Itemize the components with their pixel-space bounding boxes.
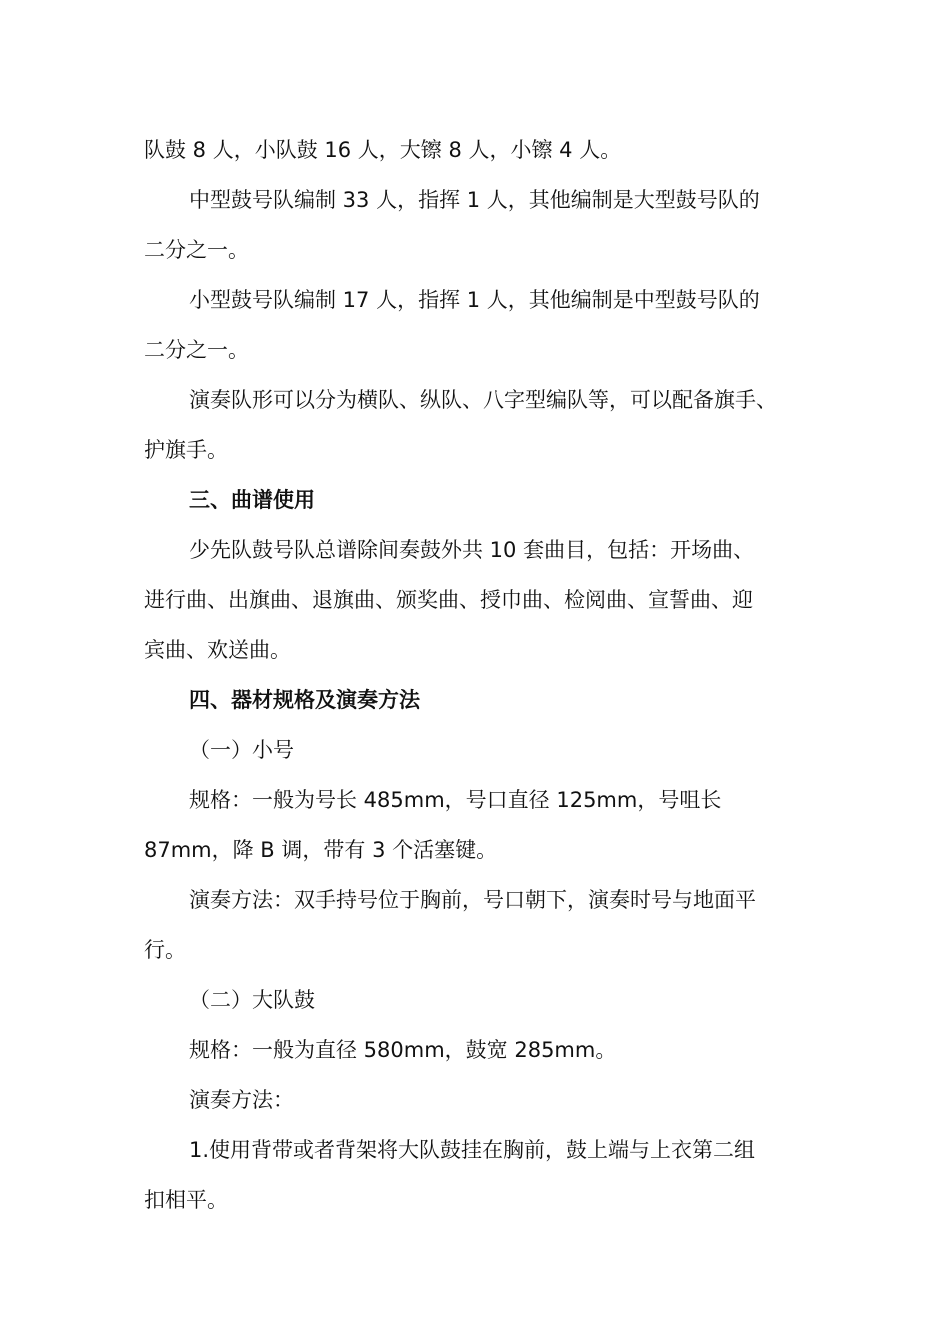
paragraph-medium-band: 中型鼓号队编制 33 人，指挥 1 人，其他编制是大型鼓号队的 bbox=[189, 188, 760, 212]
paragraph-score: 少先队鼓号队总谱除间奏鼓外共 10 套曲目，包括：开场曲、 bbox=[189, 538, 755, 562]
list-item-drum-method-1: 1.使用背带或者背架将大队鼓挂在胸前，鼓上端与上衣第二组 bbox=[189, 1138, 756, 1162]
paragraph-continuation: 护旗手。 bbox=[144, 438, 228, 462]
section-heading-equipment: 四、器材规格及演奏方法 bbox=[189, 688, 420, 712]
section-heading-score: 三、曲谱使用 bbox=[189, 488, 315, 512]
paragraph-trumpet-spec: 规格：一般为号长 485mm，号口直径 125mm，号咀长 bbox=[189, 788, 722, 812]
subsection-heading-trumpet: （一）小号 bbox=[189, 738, 294, 762]
paragraph-continuation: 二分之一。 bbox=[144, 338, 249, 362]
paragraph-small-band: 小型鼓号队编制 17 人，指挥 1 人，其他编制是中型鼓号队的 bbox=[189, 288, 760, 312]
paragraph-continuation: 宾曲、欢送曲。 bbox=[144, 638, 291, 662]
paragraph-formation: 演奏队形可以分为横队、纵队、八字型编队等，可以配备旗手、 bbox=[189, 388, 777, 412]
paragraph-continuation: 二分之一。 bbox=[144, 238, 249, 262]
paragraph-drum-spec: 规格：一般为直径 580mm，鼓宽 285mm。 bbox=[189, 1038, 617, 1062]
paragraph-drum-method-label: 演奏方法： bbox=[189, 1088, 294, 1112]
paragraph-continuation: 队鼓 8 人，小队鼓 16 人，大镲 8 人，小镲 4 人。 bbox=[144, 138, 622, 162]
paragraph-continuation: 87mm，降 B 调，带有 3 个活塞键。 bbox=[144, 838, 498, 862]
paragraph-continuation: 行。 bbox=[144, 938, 186, 962]
paragraph-trumpet-method: 演奏方法：双手持号位于胸前，号口朝下，演奏时号与地面平 bbox=[189, 888, 756, 912]
paragraph-continuation: 进行曲、出旗曲、退旗曲、颁奖曲、授巾曲、检阅曲、宣誓曲、迎 bbox=[144, 588, 753, 612]
subsection-heading-bass-drum: （二）大队鼓 bbox=[189, 988, 315, 1012]
paragraph-continuation: 扣相平。 bbox=[144, 1188, 228, 1212]
